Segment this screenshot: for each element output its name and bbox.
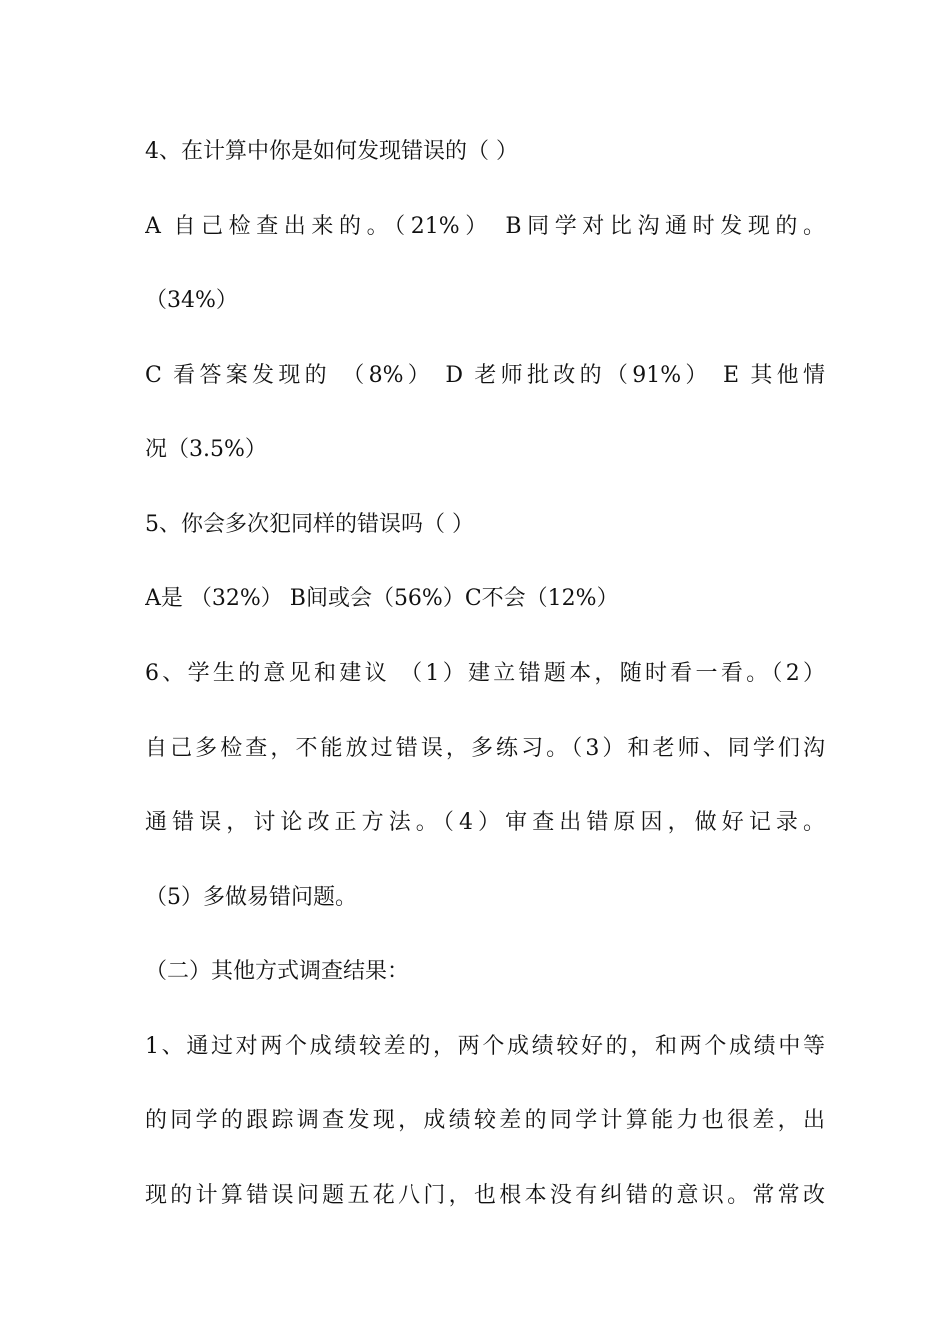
question-6-line-4: （5）多做易错问题。 bbox=[145, 885, 357, 910]
paragraph-line-2: 的同学的跟踪调查发现，成绩较差的同学计算能力也很差，出 bbox=[145, 1108, 825, 1133]
question-6-line-3: 通错误，讨论改正方法。（4）审查出错原因，做好记录。 bbox=[145, 810, 825, 835]
paragraph-line-3: 现的计算错误问题五花八门，也根本没有纠错的意识。常常改 bbox=[145, 1183, 825, 1208]
question-4-options-line-1: A 自己检查出来的。（21%） B同学对比沟通时发现的。 bbox=[145, 214, 825, 239]
question-5-title: 5、你会多次犯同样的错误吗（ ） bbox=[145, 512, 474, 537]
question-5-options: A是 （32%） B间或会（56%）C不会（12%） bbox=[145, 586, 619, 611]
question-4-title: 4、在计算中你是如何发现错误的（ ） bbox=[145, 139, 518, 164]
paragraph-line-1: 1、通过对两个成绩较差的，两个成绩较好的，和两个成绩中等 bbox=[145, 1034, 825, 1059]
question-4-options-line-2: （34%） bbox=[145, 288, 238, 313]
section-heading: （二）其他方式调查结果： bbox=[145, 959, 410, 984]
question-4-options-line-3: C 看答案发现的 （8%） D 老师批改的（91%） E 其他情 bbox=[145, 363, 825, 388]
question-6-line-1: 6、学生的意见和建议 （1）建立错题本，随时看一看。（2） bbox=[145, 661, 825, 686]
question-4-options-line-4: 况（3.5%） bbox=[145, 437, 267, 462]
question-6-line-2: 自己多检查，不能放过错误，多练习。（3）和老师、同学们沟 bbox=[145, 736, 825, 761]
